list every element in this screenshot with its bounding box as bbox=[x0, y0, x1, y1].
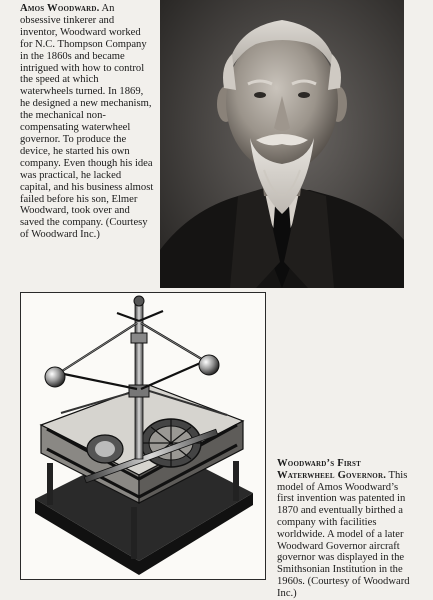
waterwheel-governor-figure bbox=[20, 292, 266, 580]
portrait-caption-title: Amos Woodward. bbox=[20, 3, 100, 14]
amos-woodward-portrait bbox=[160, 0, 404, 288]
governor-caption-body: This model of Amos Woodward’s first invention was patented in 1870 and eventually birthed a company with facilities worldwide. A model of a later Woodward Governor aircraft governor was displayed in the Smithsonian Institution in the 1960s. (Courtesy of Woodward Inc.) bbox=[277, 469, 410, 599]
governor-illustration bbox=[21, 293, 265, 579]
governor-caption bbox=[277, 458, 417, 600]
portrait-caption-body: An obsessive tinkerer and inventor, Woodward worked for N.C. Thompson Company in the 1860s and became intrigued with how to control the speed at which waterwheels turned. In 1869, he designed a new mechanism, the mechanical non-compensating waterwheel governor. To produce the device, he started his own company. Even though his idea was practical, he lacked capital, and his business almost failed before his son, Elmer Woodward, took over and saved the company. (Courtesy of Woodward Inc.) bbox=[20, 3, 154, 241]
governor-caption-title: Woodward’s First Waterwheel Governor. bbox=[277, 458, 387, 481]
portrait-caption bbox=[20, 3, 154, 241]
portrait-illustration bbox=[160, 0, 404, 288]
